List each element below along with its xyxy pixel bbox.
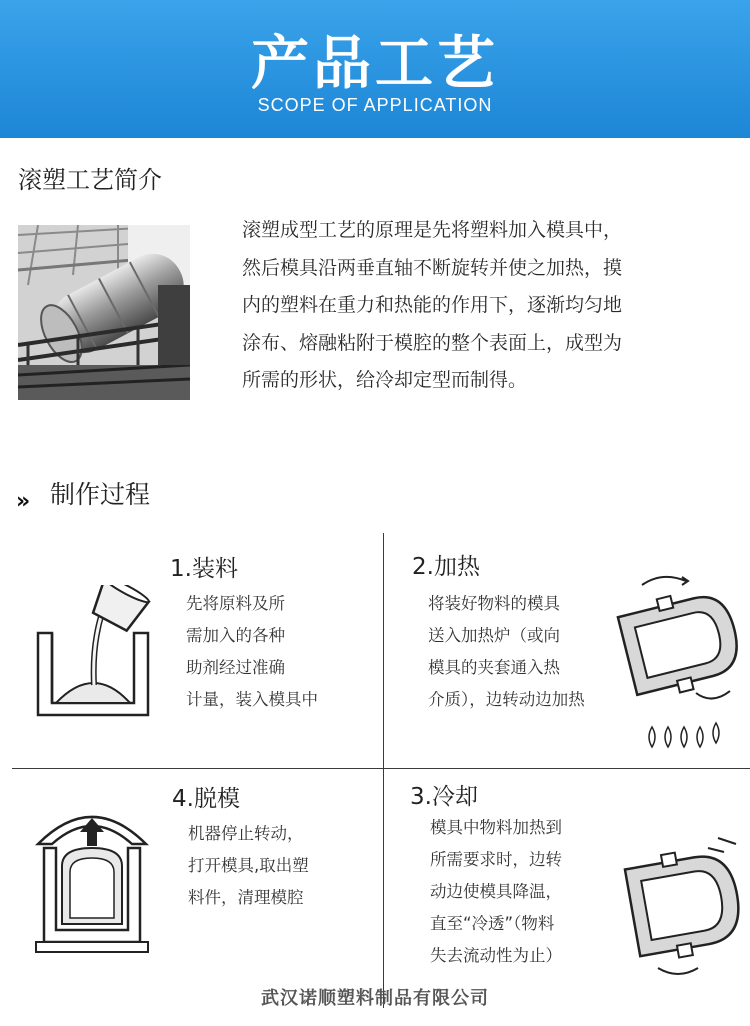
- step-4-line: 料件，清理模腔: [188, 888, 304, 907]
- step-1-description: [186, 588, 318, 716]
- step-4-description: [188, 818, 309, 914]
- intro-line: 内的塑料在重力和热能的作用下，逐渐均匀地: [242, 294, 623, 316]
- heating-mold-icon: [612, 573, 748, 757]
- step-3-line: 模具中物料加热到: [430, 818, 562, 837]
- grid-divider-vertical: [383, 533, 384, 1008]
- intro-line: 滚塑成型工艺的原理是先将塑料加入模具中，: [242, 219, 623, 241]
- pouring-material-icon: [34, 585, 154, 724]
- intro-line: 然后模具沿两垂直轴不断旋转并使之加热，摸: [242, 256, 623, 279]
- intro-line: 涂布、熔融粘附于模腔的整个表面上，成型为: [242, 331, 623, 354]
- company-watermark: 武汉诺顺塑料制品有限公司: [261, 988, 489, 1009]
- step-2-line: 送入加热炉（或向: [428, 626, 560, 645]
- step-1-title: 1.装料: [170, 556, 238, 582]
- step-2-line: 介质），边转动边加热: [428, 690, 585, 709]
- step-2-line: 将装好物料的模具: [428, 594, 560, 613]
- header-banner: [0, 0, 750, 138]
- step-3-title: 3.冷却: [410, 784, 478, 810]
- step-3-line: 直至“冷透”（物料: [430, 914, 555, 933]
- process-heading-label: 制作过程: [50, 480, 151, 509]
- step-4-title: 4.脱模: [172, 786, 240, 812]
- double-chevron-icon: »: [16, 489, 27, 514]
- step-2-line: 模具的夹套通入热: [428, 658, 560, 677]
- step-3-line: 动边使模具降温，: [430, 882, 562, 901]
- rotomolding-machine-photo: [18, 225, 190, 400]
- step-1-line: 助剂经过准确: [186, 658, 285, 677]
- step-3-line: 所需要求时，边转: [430, 850, 562, 869]
- cooling-mold-icon: [618, 830, 748, 984]
- step-1-line: 需加入的各种: [186, 626, 285, 645]
- intro-heading: 滚塑工艺简介: [18, 166, 162, 194]
- intro-description: [242, 212, 722, 400]
- intro-line: 所需的形状，给冷却定型而制得。: [242, 369, 528, 391]
- step-1-line: 先将原料及所: [186, 594, 285, 613]
- step-4-line: 打开模具,取出塑: [188, 856, 309, 875]
- grid-divider-horizontal: [12, 768, 750, 769]
- banner-subtitle: SCOPE OF APPLICATION: [257, 95, 493, 115]
- step-2-description: [428, 588, 585, 716]
- step-3-description: [430, 812, 562, 972]
- banner-title: 产品工艺: [250, 29, 499, 97]
- step-4-line: 机器停止转动，: [188, 824, 304, 843]
- step-2-title: 2.加热: [412, 554, 480, 580]
- step-1-line: 计量，装入模具中: [186, 690, 318, 709]
- demolding-icon: [32, 800, 152, 964]
- step-3-line: 失去流动性为止）: [430, 946, 562, 965]
